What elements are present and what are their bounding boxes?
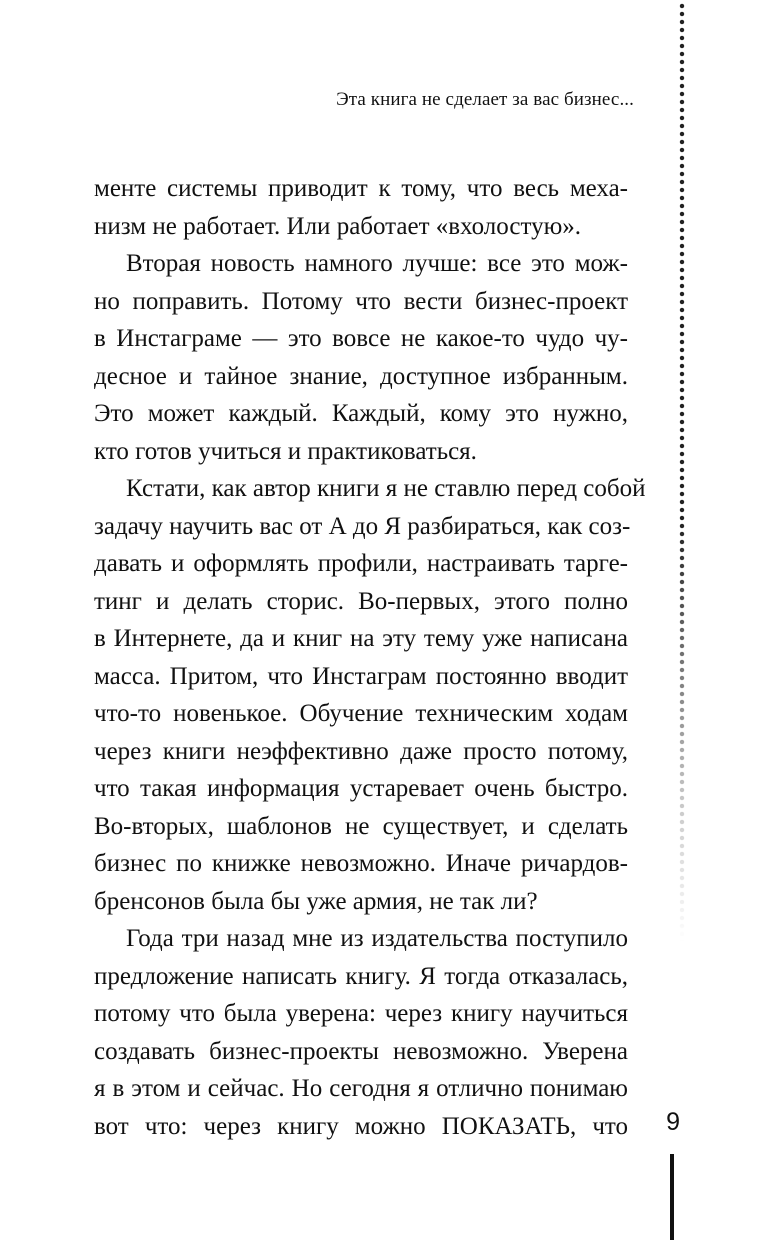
text-line: Кстати, как автор книги я не ставлю перед собой: [126, 475, 646, 502]
text-line: но поправить. Потому что вести бизнес-проект: [94, 287, 628, 315]
text-line: бизнес по книжке невозможно. Иначе ричардов-: [94, 850, 628, 877]
text-line: потому что была уверена: через книгу научиться: [94, 1000, 628, 1027]
page-number: 9: [666, 1108, 680, 1136]
running-header: Эта книга не сделает за вас бизнес...: [336, 89, 634, 110]
text-line: задачу научить вас от А до Я разбираться, как соз-: [94, 512, 631, 540]
text-line: что такая информация устаревает очень быстро.: [94, 775, 628, 802]
paragraph: [94, 245, 628, 470]
text-line: Это может каждый. Каждый, кому это нужно,: [94, 400, 628, 427]
page-edge-bar: [670, 1154, 674, 1240]
paragraph: [94, 470, 646, 920]
paragraph: [94, 920, 628, 1145]
text-line: низм не работает. Или работает «вхолостую».: [94, 212, 582, 240]
text-line: масса. Притом, что Инстаграм постоянно вводит: [94, 662, 628, 690]
text-line: вот что: через книгу можно ПОКАЗАТЬ, что: [94, 1112, 628, 1140]
text-line: в Инстаграме — это вовсе не какое-то чудо чу-: [94, 325, 628, 352]
text-line: предложение написать книгу. Я тогда отказалась,: [94, 962, 628, 990]
text-line: Вторая новость намного лучше: все это мож-: [126, 250, 628, 277]
text-line: менте системы приводит к тому, что весь меха-: [94, 175, 628, 202]
text-line: создавать бизнес-проекты невозможно. Уверена: [94, 1037, 628, 1065]
text-line: давать и оформлять профили, настраивать тарге-: [94, 550, 628, 577]
text-line: что-то новенькое. Обучение техническим ходам: [94, 700, 628, 727]
text-line: через книги неэффективно даже просто потому,: [94, 737, 628, 765]
text-line: Во-вторых, шаблонов не существует, и сделать: [94, 812, 628, 840]
paragraph: [94, 170, 628, 245]
text-line: Года три назад мне из издательства поступило: [126, 925, 628, 952]
page-text-body: [94, 170, 646, 1145]
text-line: бренсонов была бы уже армия, не так ли?: [94, 887, 538, 915]
text-line: десное и тайное знание, доступное избранным.: [94, 362, 628, 390]
decorative-dotted-border: [678, 2, 686, 942]
text-line: в Интернете, да и книг на эту тему уже написана: [94, 625, 628, 652]
text-line: тинг и делать сторис. Во-первых, этого полно: [94, 587, 628, 615]
text-line: я в этом и сейчас. Но сегодня я отлично понимаю: [94, 1075, 628, 1102]
text-line: кто готов учиться и практиковаться.: [94, 437, 477, 465]
